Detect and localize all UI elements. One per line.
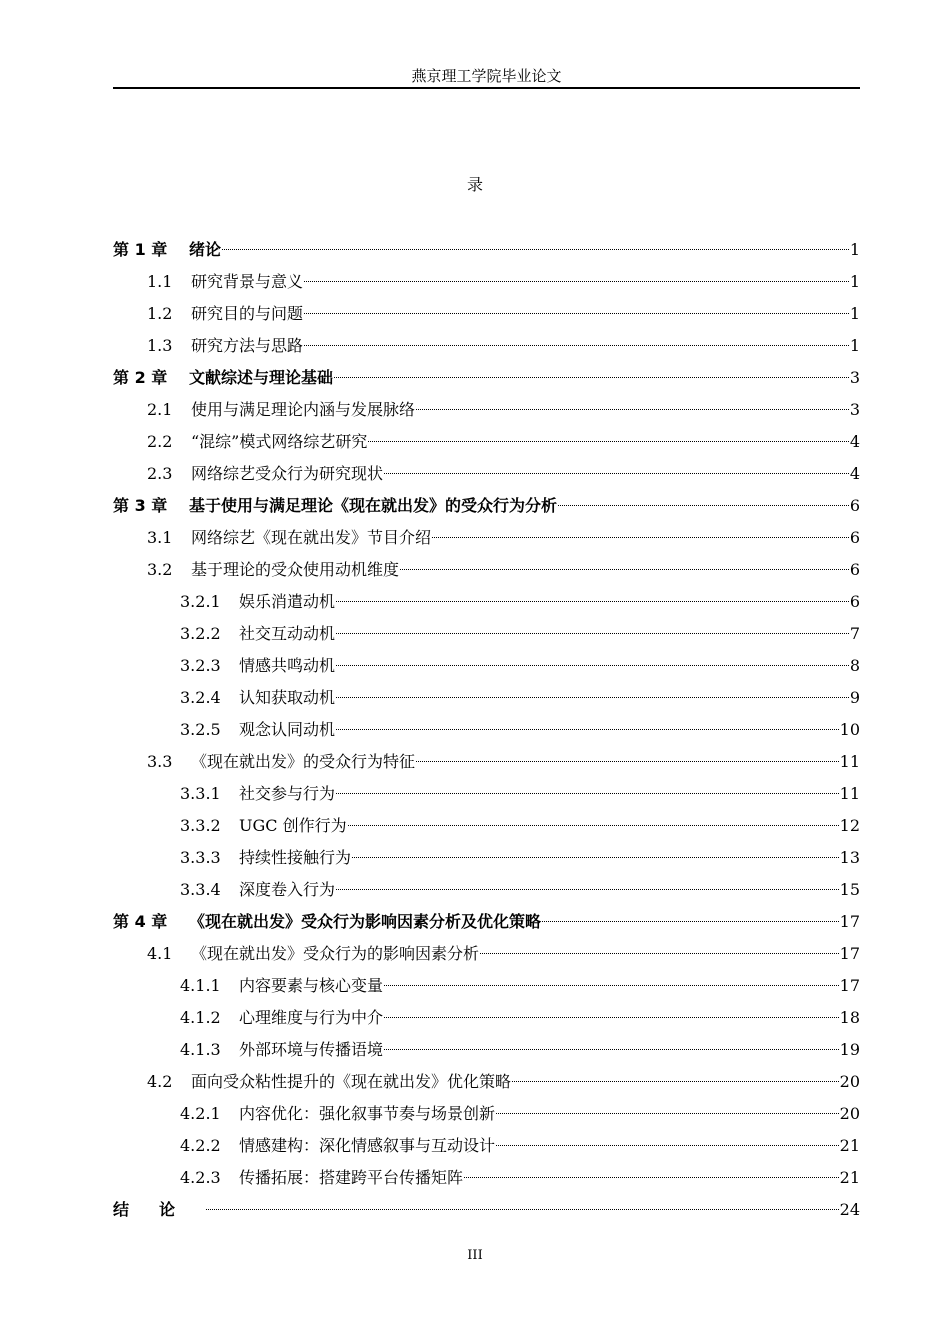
toc-entry-title: 《现在就出发》受众行为影响因素分析及优化策略: [189, 912, 542, 931]
toc-entry-page: 6: [849, 560, 860, 579]
toc-entry-page: 13: [839, 848, 860, 867]
toc-entry-title: 研究目的与问题: [191, 304, 304, 323]
toc-leader-dots: [480, 953, 839, 954]
toc-entry-title: 《现在就出发》的受众行为特征: [191, 752, 416, 771]
toc-leader-dots: [432, 537, 849, 538]
toc-entry-number: 3.2.5: [180, 720, 221, 739]
toc-entry-number: 1.3: [147, 336, 173, 355]
toc-leader-dots: [496, 1145, 839, 1146]
header-rule: [113, 87, 860, 89]
toc-leader-dots: [384, 473, 849, 474]
toc-entry[interactable]: [113, 362, 860, 394]
toc-entry-page: 12: [839, 816, 860, 835]
toc-entry-page: 3: [849, 368, 860, 387]
toc-entry-page: 1: [849, 272, 860, 291]
toc-entry[interactable]: [113, 1034, 860, 1066]
toc-entry[interactable]: [113, 970, 860, 1002]
toc-entry-number: 3.3.3: [180, 848, 221, 867]
toc-entry[interactable]: [113, 938, 860, 970]
toc-entry-page: 11: [839, 784, 860, 803]
toc-entry-number: 第 2 章: [113, 368, 168, 387]
toc-entry-page: 9: [849, 688, 860, 707]
toc-leader-dots: [464, 1177, 839, 1178]
toc-leader-dots: [400, 569, 849, 570]
toc-entry[interactable]: [113, 682, 860, 714]
toc-entry-title: 使用与满足理论内涵与发展脉络: [191, 400, 416, 419]
toc-entry-page: 7: [849, 624, 860, 643]
toc-leader-dots: [334, 377, 849, 378]
toc-entry-number: 第 1 章: [113, 240, 168, 259]
toc-entry-title: 外部环境与传播语境: [239, 1040, 384, 1059]
toc-entry-number: 2.3: [147, 464, 173, 483]
toc-entry-number: 2.2: [147, 432, 173, 451]
toc-leader-dots: [348, 825, 839, 826]
toc-entry-number: 3.2.3: [180, 656, 221, 675]
toc-leader-dots: [416, 761, 839, 762]
toc-entry-page: 1: [849, 240, 860, 259]
toc-entry-page: 17: [839, 944, 860, 963]
toc-entry-page: 6: [849, 528, 860, 547]
toc-entry[interactable]: [113, 330, 860, 362]
toc-entry-title: 研究背景与意义: [191, 272, 304, 291]
toc-entry[interactable]: [113, 266, 860, 298]
toc-entry-number: 3.2.4: [180, 688, 221, 707]
toc-leader-dots: [352, 857, 839, 858]
toc-entry[interactable]: [113, 778, 860, 810]
toc-leader-dots: [558, 505, 849, 506]
toc-entry-page: 17: [839, 912, 860, 931]
toc-leader-dots: [512, 1081, 839, 1082]
toc-entry-number: 4.2.2: [180, 1136, 221, 1155]
toc-leader-dots: [368, 441, 848, 442]
toc-entry-title: 深度卷入行为: [239, 880, 336, 899]
toc-entry-page: 21: [839, 1136, 860, 1155]
toc-entry-page: 19: [839, 1040, 860, 1059]
toc-entry-page: 8: [849, 656, 860, 675]
toc-entry[interactable]: [113, 842, 860, 874]
toc-entry-title: 基于理论的受众使用动机维度: [191, 560, 400, 579]
toc-entry-title: 面向受众粘性提升的《现在就出发》优化策略: [191, 1072, 512, 1091]
toc-entry[interactable]: [113, 234, 860, 266]
toc-leader-dots: [416, 409, 849, 410]
toc-entry-page: 20: [839, 1072, 860, 1091]
toc-entry-title: 结论: [113, 1200, 206, 1219]
toc-leader-dots: [222, 249, 849, 250]
toc-entry[interactable]: [113, 586, 860, 618]
page-number: III: [467, 1248, 483, 1263]
toc-leader-dots: [336, 665, 849, 666]
toc-entry-title: 传播拓展：搭建跨平台传播矩阵: [239, 1168, 464, 1187]
toc-entry-number: 4.1.3: [180, 1040, 221, 1059]
toc-entry-number: 3.3.4: [180, 880, 221, 899]
toc-leader-dots: [496, 1113, 839, 1114]
toc-entry-title: 网络综艺《现在就出发》节目介绍: [191, 528, 432, 547]
toc-entry-number: 4.1: [147, 944, 173, 963]
toc-leader-dots: [336, 889, 839, 890]
running-header: 燕京理工学院毕业论文: [411, 67, 562, 85]
toc-entry-page: 4: [849, 464, 860, 483]
toc-entry-number: 4.1.1: [180, 976, 221, 995]
toc-entry-title: 观念认同动机: [239, 720, 336, 739]
toc-entry-title: 认知获取动机: [239, 688, 336, 707]
toc-leader-dots: [384, 985, 839, 986]
toc-entry[interactable]: [113, 490, 860, 522]
toc-entry-page: 21: [839, 1168, 860, 1187]
toc-entry-number: 4.2.1: [180, 1104, 221, 1123]
toc-leader-dots: [336, 793, 839, 794]
toc-entry[interactable]: [113, 650, 860, 682]
toc-entry-page: 18: [839, 1008, 860, 1027]
toc-entry-number: 3.2.1: [180, 592, 221, 611]
toc-entry-title: UGC 创作行为: [239, 816, 347, 835]
toc-entry[interactable]: [113, 458, 860, 490]
toc-entry-page: 1: [849, 336, 860, 355]
toc-entry-title: 社交互动动机: [239, 624, 336, 643]
toc-entry-page: 17: [839, 976, 860, 995]
toc-entry-number: 1.2: [147, 304, 173, 323]
toc-entry-number: 4.1.2: [180, 1008, 221, 1027]
toc-entry-title: 基于使用与满足理论《现在就出发》的受众行为分析: [189, 496, 558, 515]
toc-entry-page: 15: [839, 880, 860, 899]
toc-entry-page: 10: [839, 720, 860, 739]
toc-entry[interactable]: [113, 394, 860, 426]
toc-entry-number: 3.3: [147, 752, 173, 771]
toc-entry[interactable]: [113, 746, 860, 778]
toc-entry-title: 文献综述与理论基础: [189, 368, 334, 387]
toc-entry-page: 4: [849, 432, 860, 451]
toc-entry-title: 持续性接触行为: [239, 848, 352, 867]
toc-entry-title: 网络综艺受众行为研究现状: [191, 464, 384, 483]
toc-entry-number: 3.3.1: [180, 784, 221, 803]
toc-leader-dots: [336, 601, 849, 602]
toc-entry-page: 11: [839, 752, 860, 771]
toc-entry[interactable]: [113, 618, 860, 650]
toc-entry-page: 1: [849, 304, 860, 323]
toc-entry-title: 研究方法与思路: [191, 336, 304, 355]
toc-entry[interactable]: [113, 1066, 860, 1098]
toc-entry-title: 心理维度与行为中介: [239, 1008, 384, 1027]
toc-entry-title: “混综”模式网络综艺研究: [191, 432, 368, 451]
toc-entry[interactable]: [113, 298, 860, 330]
toc-entry-number: 第 4 章: [113, 912, 168, 931]
toc-entry-page: 3: [849, 400, 860, 419]
toc-entry-number: 3.2.2: [180, 624, 221, 643]
toc-leader-dots: [304, 313, 849, 314]
toc-leader-dots: [304, 281, 849, 282]
toc-entry-number: 3.1: [147, 528, 173, 547]
toc-entry-number: 2.1: [147, 400, 173, 419]
toc-leader-dots: [336, 633, 849, 634]
toc-entry[interactable]: [113, 426, 860, 458]
toc-entry[interactable]: [113, 874, 860, 906]
toc-entry[interactable]: [113, 1130, 860, 1162]
toc-title: 录: [466, 175, 483, 194]
toc-leader-dots: [336, 697, 849, 698]
toc-leader-dots: [384, 1017, 839, 1018]
toc-entry[interactable]: [113, 554, 860, 586]
toc-entry-number: 第 3 章: [113, 496, 168, 515]
toc-entry-page: 20: [839, 1104, 860, 1123]
toc-entry[interactable]: [113, 906, 860, 938]
toc-entry-page: 24: [839, 1200, 860, 1219]
toc-entry-title: 社交参与行为: [239, 784, 336, 803]
toc-entry[interactable]: [113, 1162, 860, 1194]
toc-entry-number: 4.2.3: [180, 1168, 221, 1187]
toc-entry-title: 情感共鸣动机: [239, 656, 336, 675]
table-of-contents: [113, 234, 860, 1226]
toc-entry-title: 情感建构：深化情感叙事与互动设计: [239, 1136, 496, 1155]
toc-entry[interactable]: [113, 714, 860, 746]
toc-leader-dots: [304, 345, 849, 346]
toc-entry[interactable]: [113, 522, 860, 554]
toc-leader-dots: [384, 1049, 839, 1050]
toc-entry-title: 《现在就出发》受众行为的影响因素分析: [191, 944, 480, 963]
toc-entry-page: 6: [849, 496, 860, 515]
toc-entry[interactable]: [113, 810, 860, 842]
toc-entry-page: 6: [849, 592, 860, 611]
toc-entry[interactable]: [113, 1098, 860, 1130]
toc-entry-number: 4.2: [147, 1072, 173, 1091]
toc-entry-title: 内容优化：强化叙事节奏与场景创新: [239, 1104, 496, 1123]
toc-entry-number: 3.3.2: [180, 816, 221, 835]
toc-entry-number: 1.1: [147, 272, 173, 291]
toc-entry-title: 娱乐消遣动机: [239, 592, 336, 611]
toc-entry-number: 3.2: [147, 560, 173, 579]
toc-leader-dots: [542, 921, 839, 922]
toc-entry-title: 绪论: [189, 240, 222, 259]
toc-leader-dots: [206, 1209, 839, 1210]
toc-leader-dots: [336, 729, 839, 730]
toc-entry[interactable]: [113, 1194, 860, 1226]
toc-entry-title: 内容要素与核心变量: [239, 976, 384, 995]
toc-entry[interactable]: [113, 1002, 860, 1034]
